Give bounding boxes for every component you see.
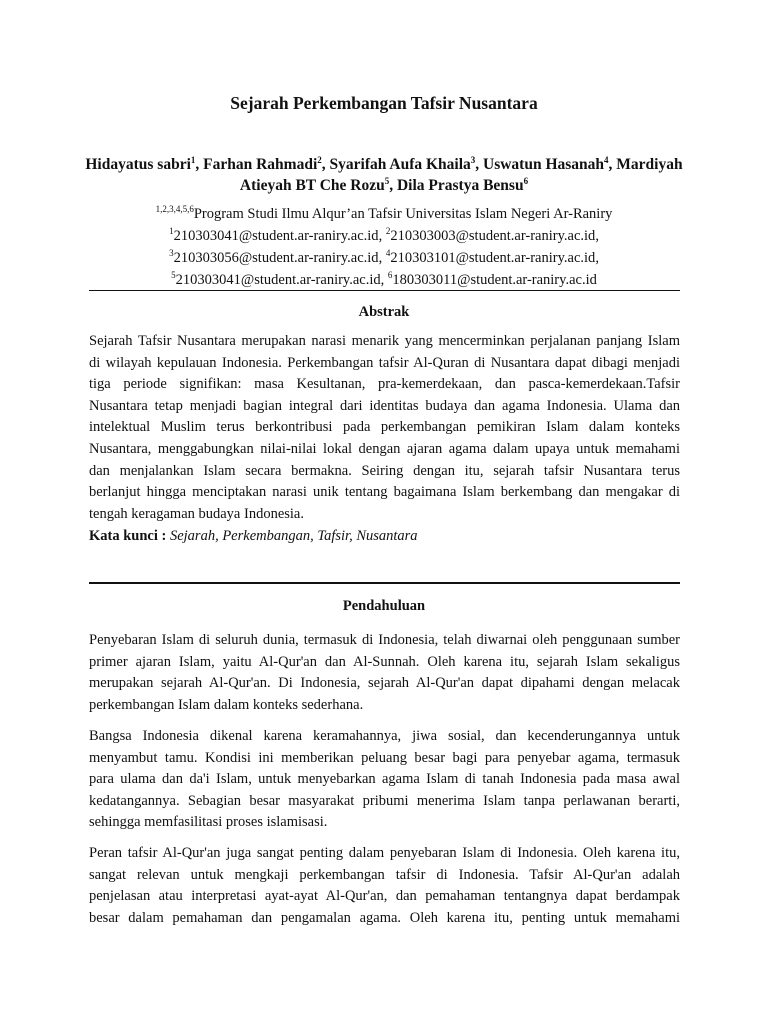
author-superscript: 6: [523, 175, 529, 186]
email-separator: ,: [378, 228, 386, 244]
email-line: [80, 225, 688, 247]
email-address: 210303003@student.ar-raniry.ac.id: [390, 228, 596, 244]
author-name: Farhan Rahmadi: [203, 156, 318, 173]
paper-title: Sejarah Perkembangan Tafsir Nusantara: [230, 93, 538, 113]
paragraph-line: merupakan sejarah Al-Qur'an. Di Indonesia, sejarah Al-Qur'an dapat dipahami dengan melacak: [89, 675, 680, 692]
abstract-line: tiga periode signifikan: masa Kesultanan, pra-kemerdekaan, dan pasca-kemerdekaan.Tafsir: [89, 376, 680, 393]
keywords: [89, 528, 418, 545]
paragraph-line: sehingga memfasilitasi proses islamisasi.: [89, 814, 328, 831]
author-name: Atieyah BT Che Rozu: [239, 177, 385, 194]
author-name: Mardiyah: [616, 156, 683, 173]
abstract-line: Nusantara, menggabungkan nilai-nilai lokal dengan ajaran agama dalam upaya untuk memahami: [89, 440, 680, 457]
author-separator: ,: [321, 156, 330, 173]
email-separator: ,: [378, 250, 386, 266]
abstract-line: berlanjut hingga menciptakan narasi unik tentang bagaimana Islam berkembang dan mengakar di: [89, 484, 680, 501]
paragraph-line: Peran tafsir Al-Qur'an juga sangat penting dalam penyebaran Islam di Indonesia. Oleh karena itu,: [89, 845, 680, 861]
email-superscript: 3: [169, 248, 174, 259]
email-superscript: 2: [385, 226, 391, 237]
abstract-line: di wilayah kepulauan Indonesia. Perkembangan tafsir Al-Quran di Nusantara dapat dibagi menjadi: [89, 354, 680, 371]
paragraph-line: perkembangan Islam dalam konteks sederhana.: [89, 696, 364, 713]
author-name: Syarifah Aufa Khaila: [329, 156, 471, 173]
paragraph-line: primer ajaran Islam, yaitu Al-Qur'an dan Al-Sunnah. Oleh karena itu, sejarah Islam sekaligus: [89, 653, 680, 670]
paragraph-line: besar dalam pemahaman dan pengamalan agama. Oleh karena itu, penting untuk memahami: [89, 909, 680, 926]
author-list: [80, 154, 688, 196]
email-superscript: 4: [385, 248, 391, 259]
paragraph-line: kedatangannya. Sebagian besar masyarakat pribumi menerima Islam tanpa perlawanan berarti,: [89, 792, 680, 809]
author-name: Dila Prastya Bensu: [396, 177, 524, 194]
author-superscript: 5: [384, 175, 390, 186]
author-superscript: 2: [317, 154, 322, 165]
introduction-paragraph-2: [89, 726, 680, 834]
paragraph-line: penjelasan atau interpretasi ayat-ayat Al-Qur'an, dan pemahaman tentangnya dapat berdampak: [89, 888, 680, 905]
affiliation-block: [80, 203, 688, 291]
section-divider: [89, 582, 680, 584]
email-address: 210303041@student.ar-raniry.ac.id: [175, 272, 381, 288]
author-separator: ,: [475, 156, 484, 173]
email-address: 180303011@student.ar-raniry.ac.id: [392, 272, 597, 288]
introduction-paragraph-3: [89, 843, 680, 929]
email-address: 210303056@student.ar-raniry.ac.id: [173, 250, 379, 266]
email-address: 210303041@student.ar-raniry.ac.id: [173, 228, 379, 244]
paragraph-line: Penyebaran Islam di seluruh dunia, termasuk di Indonesia, telah diwarnai oleh penggunaan sumber: [89, 632, 680, 648]
author-line-2: [80, 175, 688, 196]
paragraph-line: para ulama dan da'i Islam, untuk menyebarkan agama Islam di tanah Indonesia pada masa awal: [89, 771, 680, 788]
email-separator: ,: [380, 272, 388, 288]
affiliation-superscript: 1,2,3,4,5,6: [155, 204, 194, 215]
paragraph-line: Bangsa Indonesia dikenal karena keramahannya, jiwa sosial, dan kecenderungannya untuk: [89, 728, 680, 744]
keywords-values: Sejarah, Perkembangan, Tafsir, Nusantara: [169, 528, 418, 544]
email-separator: ,: [595, 250, 599, 266]
author-separator: ,: [195, 156, 204, 173]
paragraph-line: menyambut tamu. Kondisi ini memberikan peluang besar bagi para penyebar agama, termasuk: [89, 749, 680, 766]
email-address: 210303101@student.ar-raniry.ac.id: [390, 250, 596, 266]
keywords-label: Kata kunci :: [89, 528, 167, 544]
author-name: Hidayatus sabri: [85, 156, 191, 173]
email-superscript: 5: [171, 270, 176, 281]
paragraph-line: sangat relevan untuk mengkaji perkembangan tafsir di Indonesia. Tafsir Al-Qur'an adalah: [89, 866, 680, 883]
email-superscript: 1: [169, 226, 174, 237]
affiliation-program: [80, 203, 688, 225]
author-superscript: 4: [604, 154, 609, 165]
email-separator: ,: [595, 228, 599, 244]
introduction-paragraph-1: [89, 630, 680, 716]
author-separator: ,: [608, 156, 617, 173]
abstract-body: [89, 331, 680, 525]
introduction-heading: Pendahuluan: [342, 598, 426, 614]
author-superscript: 3: [470, 154, 476, 165]
email-line: [80, 247, 688, 269]
abstract-heading: Abstrak: [358, 304, 410, 320]
abstract-line: intelektual Muslim terus berkontribusi pada perkembangan pemikiran Islam dalam konteks: [89, 419, 680, 436]
email-superscript: 6: [387, 270, 393, 281]
abstract-line: Nusantara tetap menjadi bagian integral dari identitas budaya dan agama Indonesia. Ulama dan: [89, 397, 680, 414]
affiliation-text: Program Studi Ilmu Alqur’an Tafsir Universitas Islam Negeri Ar-Raniry: [193, 206, 613, 222]
abstract-line: Sejarah Tafsir Nusantara merupakan narasi menarik yang mencerminkan perjalanan panjang Islam: [89, 333, 680, 349]
email-list: [80, 225, 688, 291]
author-name: Uswatun Hasanah: [483, 156, 605, 173]
author-superscript: 1: [190, 154, 196, 165]
email-line: [80, 269, 688, 291]
header-divider: [89, 290, 680, 291]
author-separator: ,: [389, 177, 397, 194]
author-line-1: [80, 154, 688, 175]
abstract-line: tengah keragaman budaya Indonesia.: [89, 505, 304, 522]
abstract-line: dan menjalankan Islam secara bermakna. Seiring dengan itu, sejarah tafsir Nusantara terus: [89, 462, 680, 479]
